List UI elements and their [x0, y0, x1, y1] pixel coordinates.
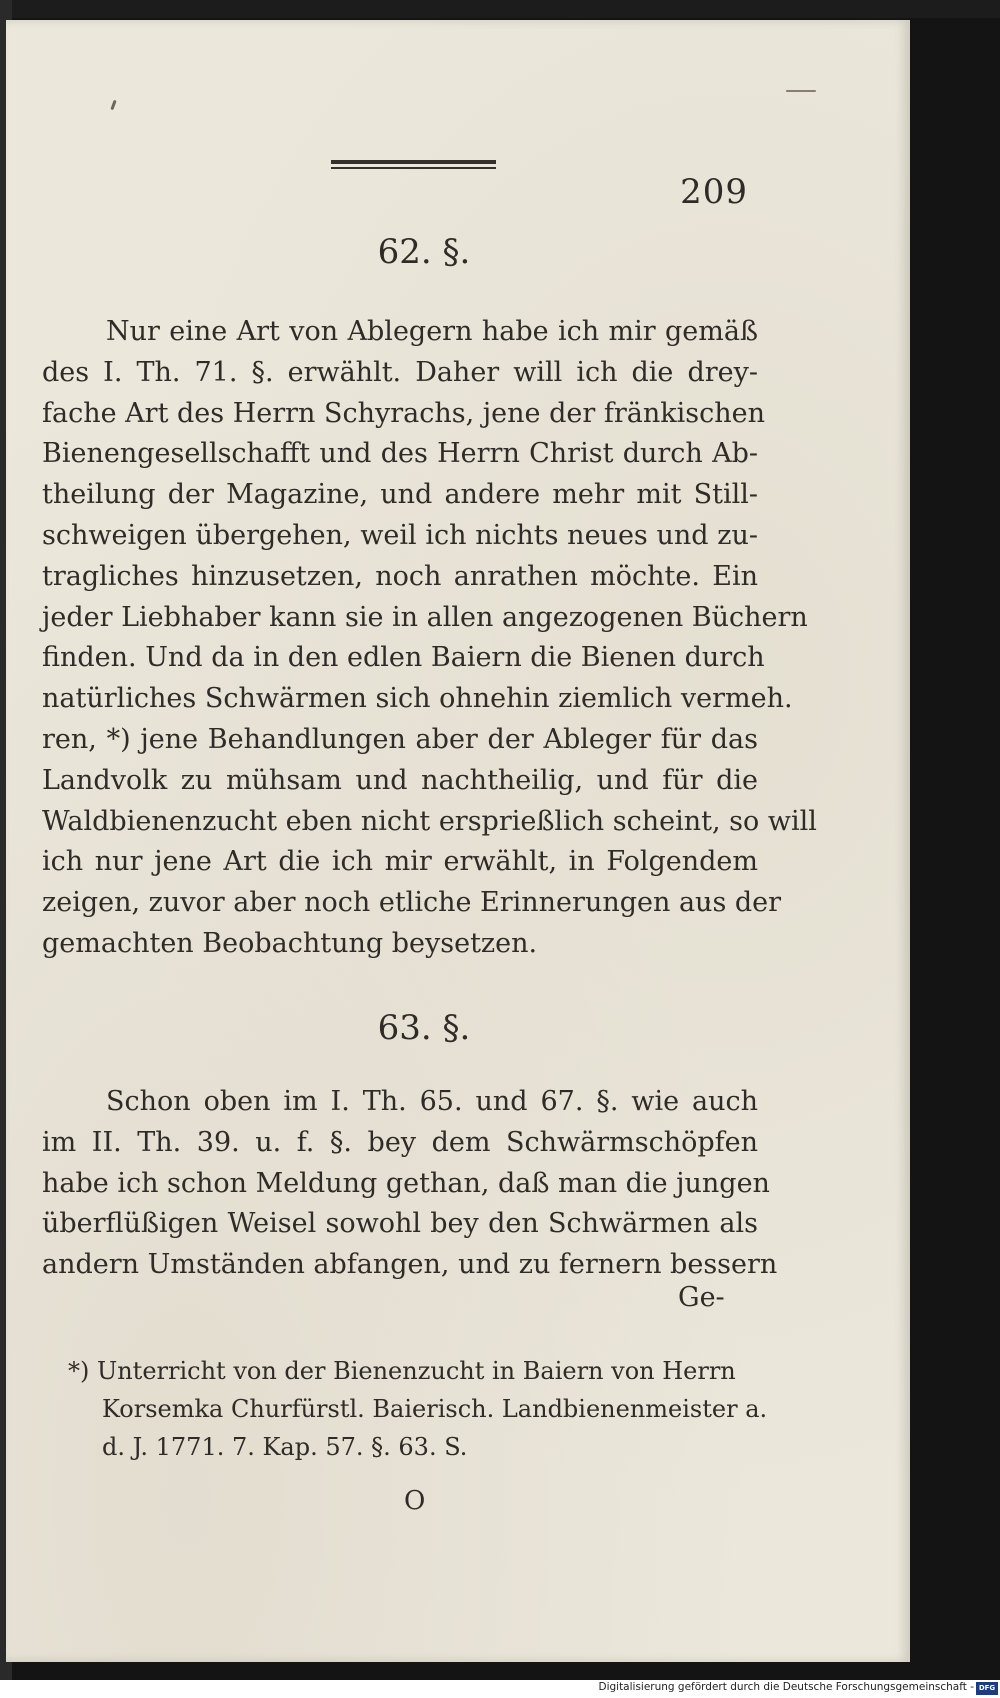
page-number: 209: [680, 172, 748, 212]
text-line: natürliches Schwärmen sich ohnehin ziemlich vermeh.: [42, 683, 793, 715]
book-page: [6, 20, 910, 1662]
ink-speck: [786, 90, 816, 92]
text-line: fache Art des Herrn Schyrachs, jene der fränkischen: [42, 397, 765, 429]
footnote-line: Korsemka Churfürstl. Baierisch. Landbienenmeister a.: [102, 1395, 768, 1423]
scan-top-edge: [0, 0, 1000, 18]
ink-speck: [110, 100, 116, 110]
text-line: Landvolk zu mühsam und nachtheilig, und für die: [42, 764, 758, 796]
paragraph-section-62: [42, 312, 817, 965]
text-line: schweigen übergehen, weil ich nichts neues und zu-: [42, 519, 758, 551]
text-line: theilung der Magazine, und andere mehr mit Still-: [42, 479, 758, 511]
text-line: andern Umständen abfangen, und zu fernern bessern: [42, 1249, 778, 1281]
footer-credit: Digitalisierung gefördert durch die Deutsche Forschungsgemeinschaft -: [598, 1681, 974, 1693]
footnote-line: *) Unterricht von der Bienenzucht in Baiern von Herrn: [68, 1357, 736, 1385]
text-line: zeigen, zuvor aber noch etliche Erinnerungen aus der: [42, 887, 782, 919]
text-line: Waldbienenzucht eben nicht ersprießlich scheint, so will: [42, 805, 817, 837]
section-heading-63: 63. §.: [377, 1008, 471, 1048]
text-line: ich nur jene Art die ich mir erwählt, in Folgendem: [42, 846, 758, 878]
text-line: tragliches hinzusetzen, noch anrathen möchte. Ein: [42, 560, 758, 592]
dfg-logo[interactable]: DFG: [976, 1682, 998, 1695]
text-line: Bienengesellschafft und des Herrn Christ durch Ab-: [42, 438, 758, 470]
section-heading-62: 62. §.: [377, 232, 471, 272]
text-line: habe ich schon Meldung gethan, daß man die jungen: [42, 1167, 770, 1199]
text-line: gemachten Beobachtung beysetzen.: [42, 927, 538, 959]
catchword: Ge-: [678, 1282, 725, 1313]
text-line: ren, *) jene Behandlungen aber der Ableger für das: [42, 723, 758, 755]
text-line: Nur eine Art von Ablegern habe ich mir gemäß: [106, 316, 758, 347]
text-line: überflüßigen Weisel sowohl bey den Schwärmen als: [42, 1208, 758, 1240]
signature-mark: O: [404, 1486, 426, 1516]
text-line: Schon oben im I. Th. 65. und 67. §. wie auch: [106, 1086, 758, 1117]
text-line: finden. Und da in den edlen Baiern die Bienen durch: [42, 642, 765, 674]
footnote-line: d. J. 1771. 7. Kap. 57. §. 63. S.: [102, 1433, 468, 1461]
footnote: [68, 1352, 768, 1466]
header-rule: [331, 160, 496, 169]
paragraph-section-63: [42, 1082, 778, 1286]
text-line: jeder Liebhaber kann sie in allen angezogenen Büchern: [42, 601, 808, 633]
text-line: im II. Th. 39. u. f. §. bey dem Schwärmschöpfen: [42, 1126, 758, 1158]
text-line: des I. Th. 71. §. erwählt. Daher will ich die drey-: [42, 356, 758, 388]
